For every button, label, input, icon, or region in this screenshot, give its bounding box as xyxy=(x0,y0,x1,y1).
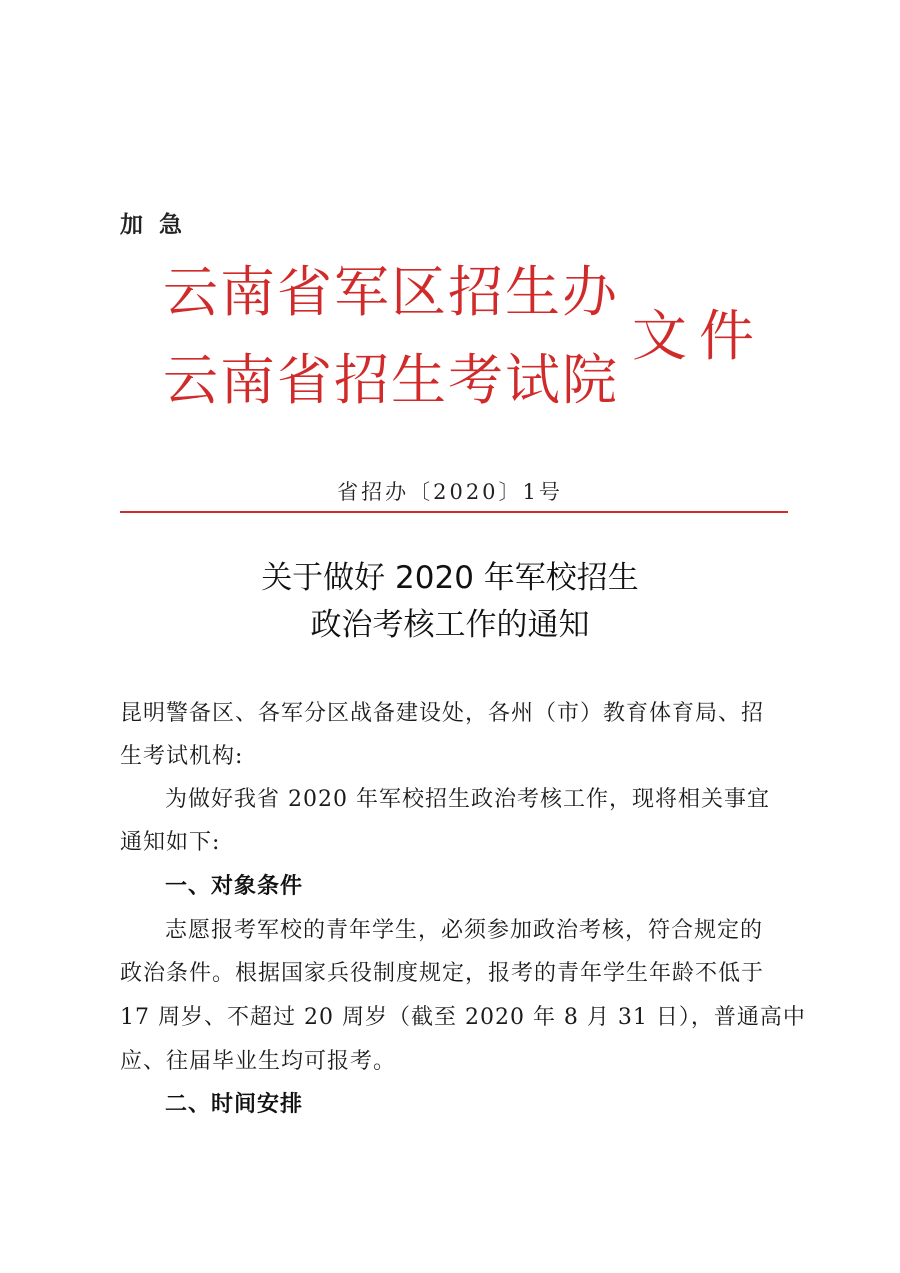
document-number: 省招办〔2020〕1号 xyxy=(337,480,563,504)
issuer-line-1: 云南省军区招生办 xyxy=(163,260,620,324)
section-1-heading: 一、对象条件 xyxy=(165,874,304,899)
section-1-line-3: 17 周岁、不超过 20 周岁（截至 2020 年 8 月 31 日），普通高中 xyxy=(120,1005,806,1030)
section-1-line-1: 志愿报考军校的青年学生，必须参加政治考核，符合规定的 xyxy=(165,918,764,943)
notice-title-line-2: 政治考核工作的通知 xyxy=(310,607,590,643)
doc-type-label: 文件 xyxy=(632,304,767,368)
urgency-label: 加急 xyxy=(120,212,198,238)
notice-title-line-1: 关于做好 2020 年军校招生 xyxy=(261,560,639,596)
section-2-heading: 二、时间安排 xyxy=(165,1092,304,1117)
red-divider-line xyxy=(120,511,788,513)
section-1-line-2: 政治条件。根据国家兵役制度规定，报考的青年学生年龄不低于 xyxy=(120,961,765,986)
addressee-line-2: 生考试机构: xyxy=(120,744,244,769)
section-1-line-4: 应、往届毕业生均可报考。 xyxy=(120,1049,397,1074)
intro-line-1: 为做好我省 2020 年军校招生政治考核工作，现将相关事宜 xyxy=(165,787,770,812)
issuer-line-2: 云南省招生考试院 xyxy=(163,348,620,412)
addressee-line-1: 昆明警备区、各军分区战备建设处，各州（市）教育体育局、招 xyxy=(120,701,765,726)
intro-line-2: 通知如下: xyxy=(120,830,221,855)
